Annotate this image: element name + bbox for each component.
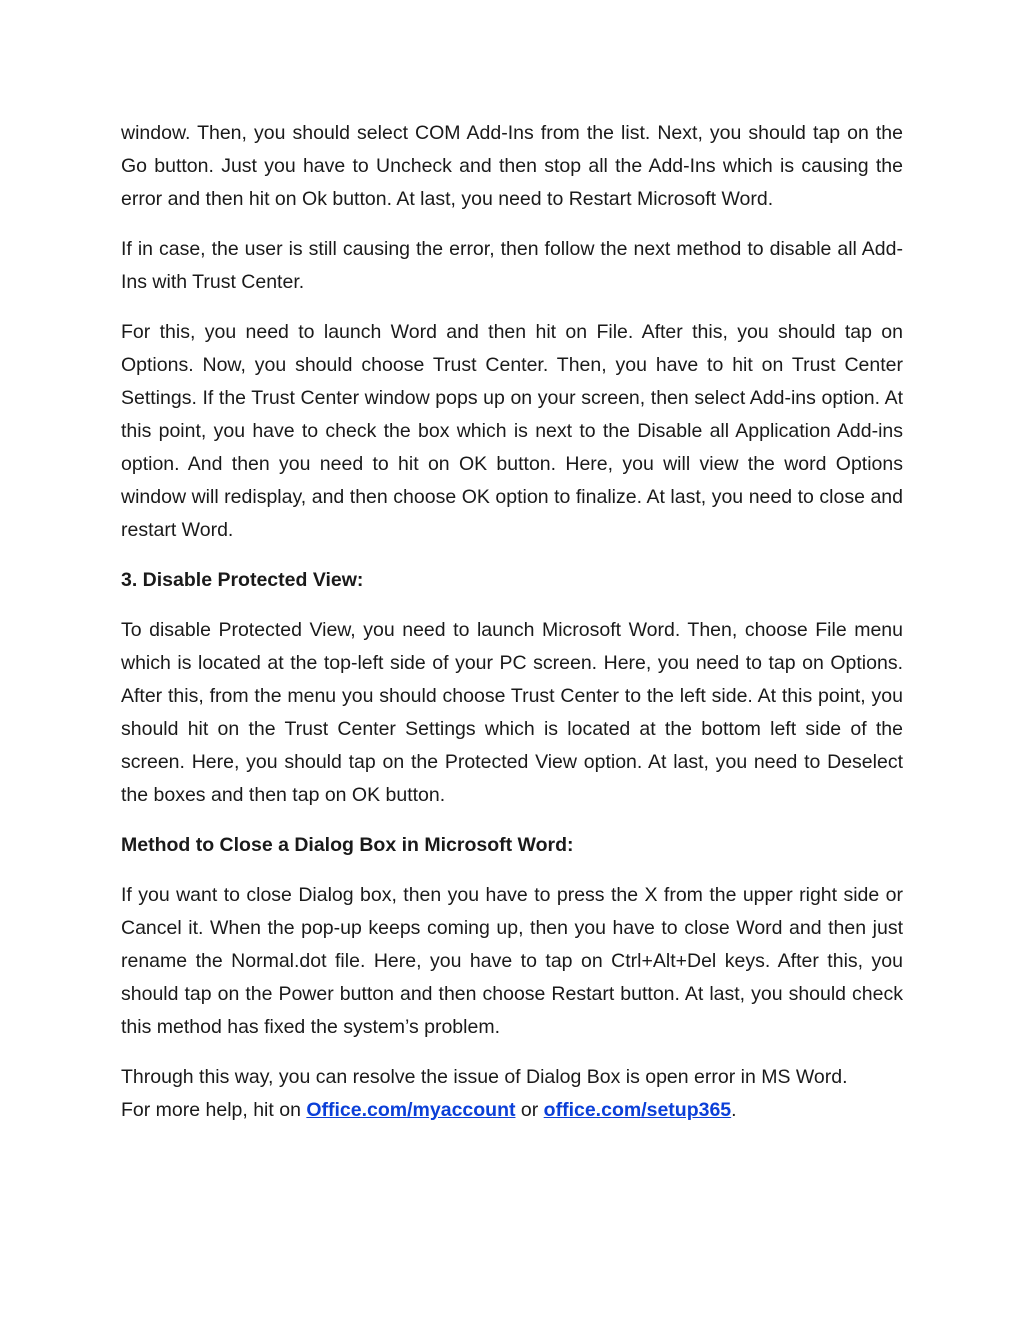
paragraph-close-dialog-steps: If you want to close Dialog box, then you have to press the X from the upper right side or Cancel it. When the pop-up keeps coming up, then you have to close Word and then just rename the Normal.dot file. Here, you have to tap on Ctrl+Alt+Del keys. After this, you should tap on the Power button and then choose Restart button. At last, you should check this method has fixed the system’s problem. — [121, 884, 903, 1038]
paragraph-conclusion: Through this way, you can resolve the issue of Dialog Box is open error in MS Word. — [121, 1066, 848, 1088]
paragraph-trust-center-intro: If in case, the user is still causing the error, then follow the next method to disable all Add-Ins with Trust Center. — [121, 238, 903, 293]
help-suffix: . — [731, 1099, 737, 1121]
office-setup365-link[interactable]: office.com/setup365 — [543, 1099, 732, 1121]
office-myaccount-link[interactable]: Office.com/myaccount — [306, 1099, 516, 1121]
paragraph-add-ins-steps: window. Then, you should select COM Add-Ins from the list. Next, you should tap on the Go button. Just you have to Uncheck and then stop all the Add-Ins which is causing the error and then hit on Ok button. At last, you need to Restart Microsoft Word. — [121, 122, 903, 210]
help-connector: or — [515, 1099, 544, 1121]
help-prefix: For more help, hit on — [121, 1099, 307, 1121]
heading-disable-protected-view: 3. Disable Protected View: — [121, 569, 364, 591]
document-page — [121, 117, 903, 1127]
paragraph-protected-view-steps: To disable Protected View, you need to launch Microsoft Word. Then, choose File menu which is located at the top-left side of your PC screen. Here, you need to tap on Options. After this, from the menu you should choose Trust Center to the left side. At this point, you should hit on the Trust Center Settings which is located at the bottom left side of the screen. Here, you should tap on the Protected View option. At last, you need to Deselect the boxes and then tap on OK button. — [121, 619, 903, 806]
paragraph-trust-center-steps: For this, you need to launch Word and then hit on File. After this, you should tap on Options. Now, you should choose Trust Center. Then, you have to hit on Trust Center Settings. If the Trust Center window pops up on your screen, then select Add-ins option. At this point, you have to check the box which is next to the Disable all Application Add-ins option. And then you need to hit on OK button. Here, you will view the word Options window will redisplay, and then choose OK option to finalize. At last, you need to close and restart Word. — [121, 321, 903, 541]
heading-close-dialog-box: Method to Close a Dialog Box in Microsoft Word: — [121, 834, 574, 856]
help-line — [121, 1094, 903, 1127]
